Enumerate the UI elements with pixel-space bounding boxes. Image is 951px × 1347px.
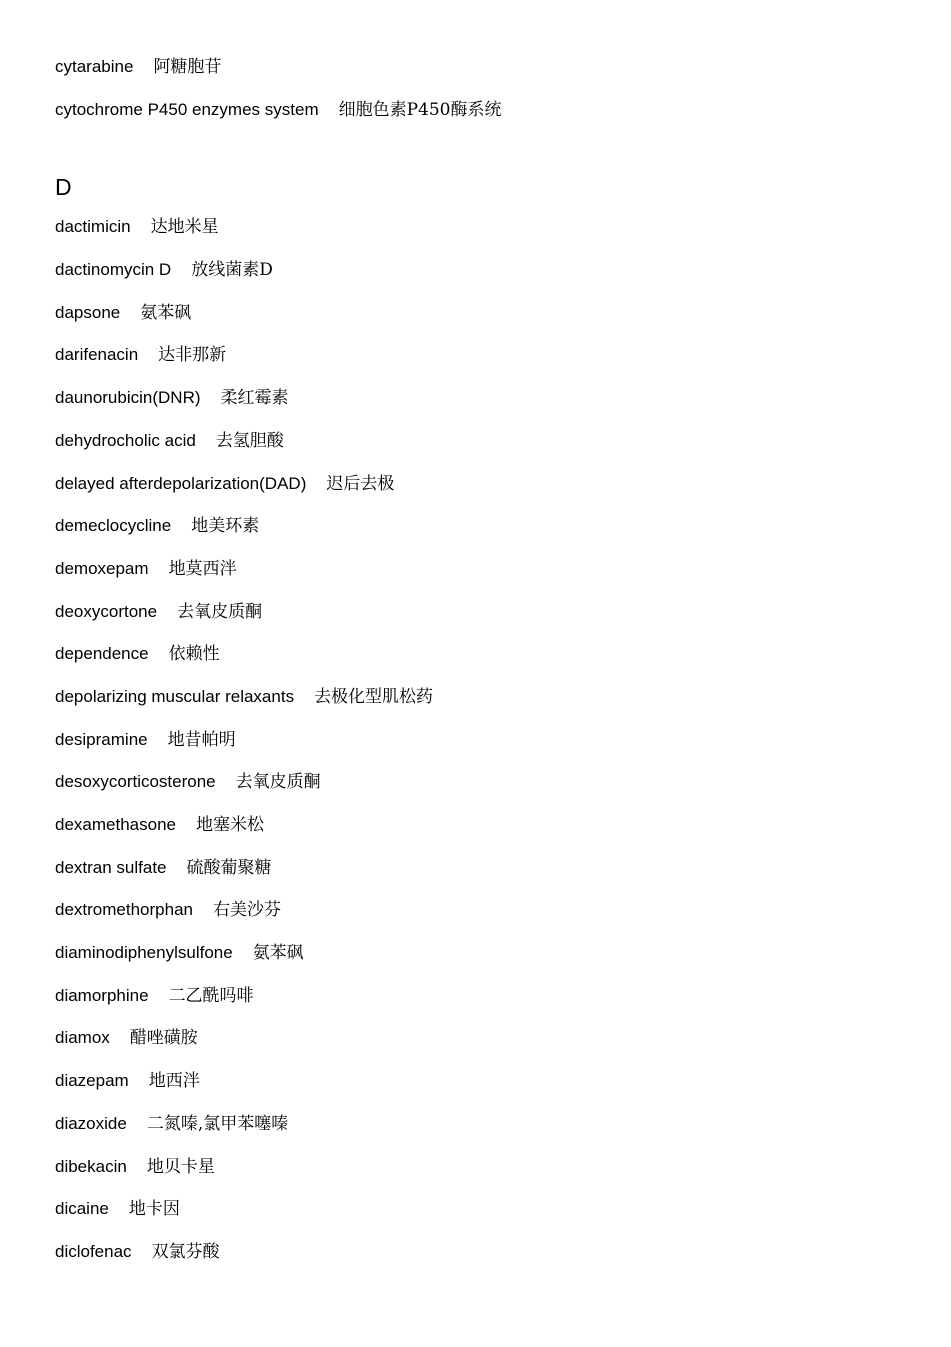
- english-term: dependence: [55, 644, 149, 664]
- english-term: darifenacin: [55, 345, 139, 365]
- list-item: [55, 300, 915, 343]
- list-item: [55, 983, 915, 1026]
- list-item: [55, 684, 915, 727]
- list-item: [55, 214, 915, 257]
- chinese-translation: 达非那新: [158, 345, 227, 366]
- chinese-translation: 放线菌素D: [191, 260, 273, 281]
- chinese-translation: 阿糖胞苷: [153, 57, 222, 77]
- english-term: diamox: [55, 1028, 110, 1048]
- english-term: dextromethorphan: [55, 900, 193, 920]
- chinese-translation: 硫酸葡聚糖: [186, 857, 272, 878]
- list-item: [55, 342, 915, 385]
- list-item: [55, 769, 915, 812]
- chinese-translation: 地昔帕明: [167, 729, 236, 750]
- list-item: [55, 385, 915, 428]
- list-item: [55, 513, 915, 556]
- chinese-translation: 地美环素: [191, 516, 260, 537]
- list-item: [55, 428, 915, 471]
- chinese-translation: 右美沙芬: [212, 900, 281, 921]
- list-item: [55, 1196, 915, 1239]
- chinese-translation: 氨苯砜: [140, 302, 192, 323]
- chinese-translation: 二氮嗪,氯甲苯噻嗪: [146, 1113, 289, 1134]
- chinese-translation: 去氧皮质酮: [235, 772, 321, 793]
- chinese-translation: 细胞色素P450酶系统: [338, 99, 502, 120]
- english-term: diclofenac: [55, 1241, 132, 1261]
- chinese-translation: 达地米星: [150, 217, 219, 238]
- list-item: [55, 1239, 915, 1282]
- chinese-translation: 双氯芬酸: [151, 1241, 220, 1262]
- english-term: dibekacin: [55, 1156, 127, 1176]
- english-term: dextran sulfate: [55, 857, 167, 877]
- english-term: dactinomycin D: [55, 260, 172, 280]
- english-term: diamorphine: [55, 985, 149, 1005]
- section-entry-list: [55, 214, 915, 1281]
- english-term: cytochrome P450 enzymes system: [55, 99, 319, 119]
- chinese-translation: 柔红霉素: [220, 388, 289, 409]
- chinese-translation: 醋唑磺胺: [129, 1028, 198, 1049]
- list-item: [55, 471, 915, 514]
- english-term: dexamethasone: [55, 815, 176, 834]
- english-term: depolarizing muscular relaxants: [55, 686, 295, 706]
- list-item: [55, 641, 915, 684]
- english-term: dicaine: [55, 1199, 109, 1219]
- list-item: [55, 556, 915, 599]
- list-item: [55, 855, 915, 898]
- chinese-translation: 地塞米松: [195, 815, 264, 835]
- english-term: delayed afterdepolarization(DAD): [55, 473, 307, 493]
- list-item: [55, 812, 915, 855]
- chinese-translation: 去氧皮质酮: [177, 601, 263, 622]
- english-term: dapsone: [55, 302, 121, 322]
- chinese-translation: 去极化型肌松药: [314, 686, 434, 707]
- english-term: dehydrocholic acid: [55, 430, 196, 450]
- list-item: [55, 1025, 915, 1068]
- chinese-translation: 氨苯砜: [252, 943, 304, 964]
- section-spacer: [55, 139, 915, 172]
- chinese-translation: 地西泮: [148, 1071, 200, 1092]
- english-term: deoxycortone: [55, 601, 158, 621]
- english-term: diazepam: [55, 1071, 129, 1091]
- english-term: dactimicin: [55, 217, 131, 237]
- chinese-translation: 去氢胆酸: [215, 430, 284, 451]
- section-heading: D: [55, 174, 72, 201]
- list-item: [55, 940, 915, 983]
- english-term: diaminodiphenylsulfone: [55, 943, 233, 963]
- chinese-translation: 二乙酰吗啡: [168, 985, 254, 1006]
- english-term: demeclocycline: [55, 516, 172, 536]
- list-item: [55, 1068, 915, 1111]
- list-item: [55, 897, 915, 940]
- chinese-translation: 迟后去极: [326, 473, 395, 494]
- english-term: daunorubicin(DNR): [55, 388, 201, 408]
- list-item: [55, 54, 915, 97]
- english-term: diazoxide: [55, 1113, 127, 1133]
- list-item: [55, 727, 915, 770]
- english-term: desipramine: [55, 729, 148, 749]
- chinese-translation: 地卡因: [128, 1199, 180, 1220]
- list-item: [55, 1154, 915, 1197]
- list-item: [55, 257, 915, 300]
- list-item: [55, 599, 915, 642]
- chinese-translation: 地莫西泮: [168, 558, 237, 579]
- list-item: [55, 97, 915, 140]
- english-term: demoxepam: [55, 558, 149, 578]
- english-term: cytarabine: [55, 57, 134, 76]
- list-item: [55, 1111, 915, 1154]
- top-entry-list: [55, 54, 915, 139]
- chinese-translation: 依赖性: [168, 644, 220, 665]
- glossary-page: [55, 54, 915, 1282]
- chinese-translation: 地贝卡星: [146, 1156, 215, 1177]
- english-term: desoxycorticosterone: [55, 772, 216, 792]
